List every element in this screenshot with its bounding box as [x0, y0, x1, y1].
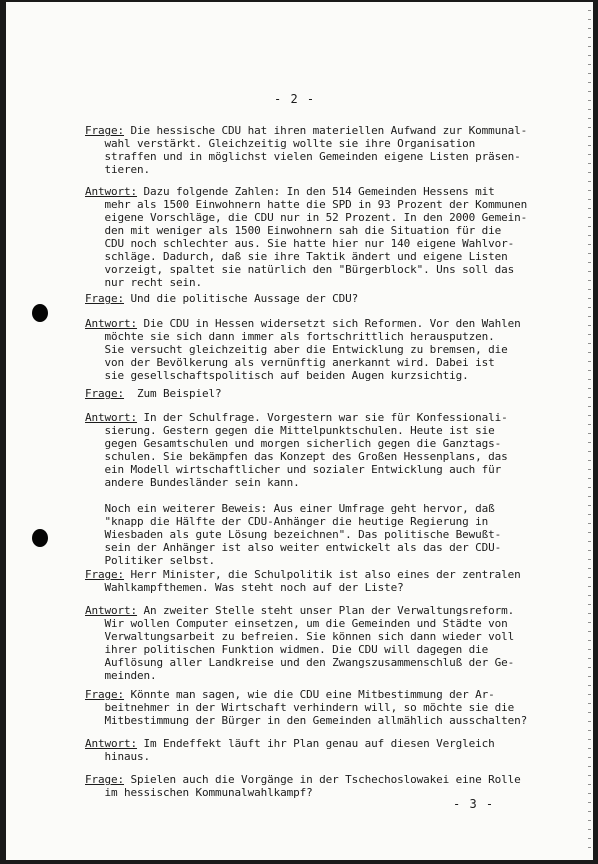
question-text: Könnte man sagen, wie die CDU eine Mitbestimmung der Ar- beitnehmer in der Wirtschaft verhindern will, so möchte sie die Mitbestimmung der Bürger in den Gemeinden allmählich ausschalten? [104, 688, 528, 727]
answer-label: Antwort: [85, 317, 138, 330]
question-label: Frage: [85, 124, 125, 137]
question-label: Frage: [85, 568, 125, 581]
answer-label: Antwort: [85, 604, 138, 617]
answer-text: An zweiter Stelle steht unser Plan der Verwaltungsreform. Wir wollen Computer einsetzen, um die Gemeinden und Städte von Verwaltungsarbeit zu befreien. Sie können sich dann wieder voll ihrer politischen Funktion widmen. Die CDU will dagegen die Auflösung aller Landkreise und den Zwangszusammenschluß der Ge- meinden. [104, 604, 515, 682]
answer-label: Antwort: [85, 411, 138, 424]
question-label: Frage: [85, 292, 125, 305]
page-number: - 2 - [274, 92, 316, 106]
question-label: Frage: [85, 387, 125, 400]
page-edge-perforation [588, 10, 591, 850]
question-block [85, 773, 585, 799]
answer-block [85, 737, 585, 763]
answer-label: Antwort: [85, 737, 138, 750]
answer-block [85, 317, 585, 382]
question-block [85, 568, 585, 594]
answer-text: In der Schulfrage. Vorgestern war sie für Konfessionali- sierung. Gestern gegen die Mittelpunktschulen. Heute ist sie gegen Gesamtschulen und morgen sicherlich gegen die Ganztags- schulen. Sie bekämpfen das Konzept des Großen Hessenplans, das ein Modell wirtschaftlicher und sozialer Entwicklung auch für andere Bundesländer sein kann. Noch ein weiterer Beweis: Aus einer Umfrage geht hervor, daß "knapp die Hälfte der CDU-Anhänger die heutige Regierung in Wiesbaden als gute Lösung bezeichnen". Das politische Bewußt- sein der Anhänger ist also weiter entwickelt als das der CDU- Politiker selbst. [104, 411, 508, 567]
question-block [85, 292, 585, 305]
question-label: Frage: [85, 688, 125, 701]
punch-hole [32, 529, 48, 547]
next-page-marker: - 3 - [453, 797, 495, 811]
answer-text: Im Endeffekt läuft ihr Plan genau auf diesen Vergleich hinaus. [104, 737, 495, 763]
question-block [85, 688, 585, 727]
question-text: Zum Beispiel? [124, 387, 222, 400]
question-text: Spielen auch die Vorgänge in der Tschechoslowakei eine Rolle im hessischen Kommunalwahlkampf? [104, 773, 521, 799]
question-text: Herr Minister, die Schulpolitik ist also eines der zentralen Wahlkampfthemen. Was steht noch auf der Liste? [104, 568, 521, 594]
document-page [6, 2, 593, 860]
question-block [85, 387, 585, 400]
question-block [85, 124, 585, 176]
question-text: Und die politische Aussage der CDU? [124, 292, 359, 305]
answer-text: Die CDU in Hessen widersetzt sich Reformen. Vor den Wahlen möchte sie sich dann immer als fortschrittlich herausputzen. Sie versucht gleichzeitig aber die Entwicklung zu bremsen, die von der Bevölkerung als vernünftig anerkannt wird. Dabei ist sie gesellschaftspolitisch auf beiden Augen kurzsichtig. [104, 317, 521, 382]
answer-block [85, 411, 585, 567]
question-label: Frage: [85, 773, 125, 786]
answer-block [85, 604, 585, 682]
answer-text: Dazu folgende Zahlen: In den 514 Gemeinden Hessens mit mehr als 1500 Einwohnern hatte die SPD in 93 Prozent der Kommunen eigene Vorschläge, die CDU nur in 52 Prozent. In den 2000 Gemein- den mit weniger als 1500 Einwohnern sah die Situation für die CDU noch schlechter aus. Sie hatte hier nur 140 eigene Wahlvor- schläge. Dadurch, daß sie ihre Taktik ändert und eigene Listen vorzeigt, spaltet sie natürlich den "Bürgerblock". Uns soll das nur recht sein. [104, 185, 528, 289]
answer-label: Antwort: [85, 185, 138, 198]
question-text: Die hessische CDU hat ihren materiellen Aufwand zur Kommunal- wahl verstärkt. Gleichzeitig wollte sie ihre Organisation straffen und in möglichst vielen Gemeinden eigene Listen präsen- tieren. [104, 124, 528, 176]
punch-hole [32, 304, 48, 322]
answer-block [85, 185, 585, 289]
